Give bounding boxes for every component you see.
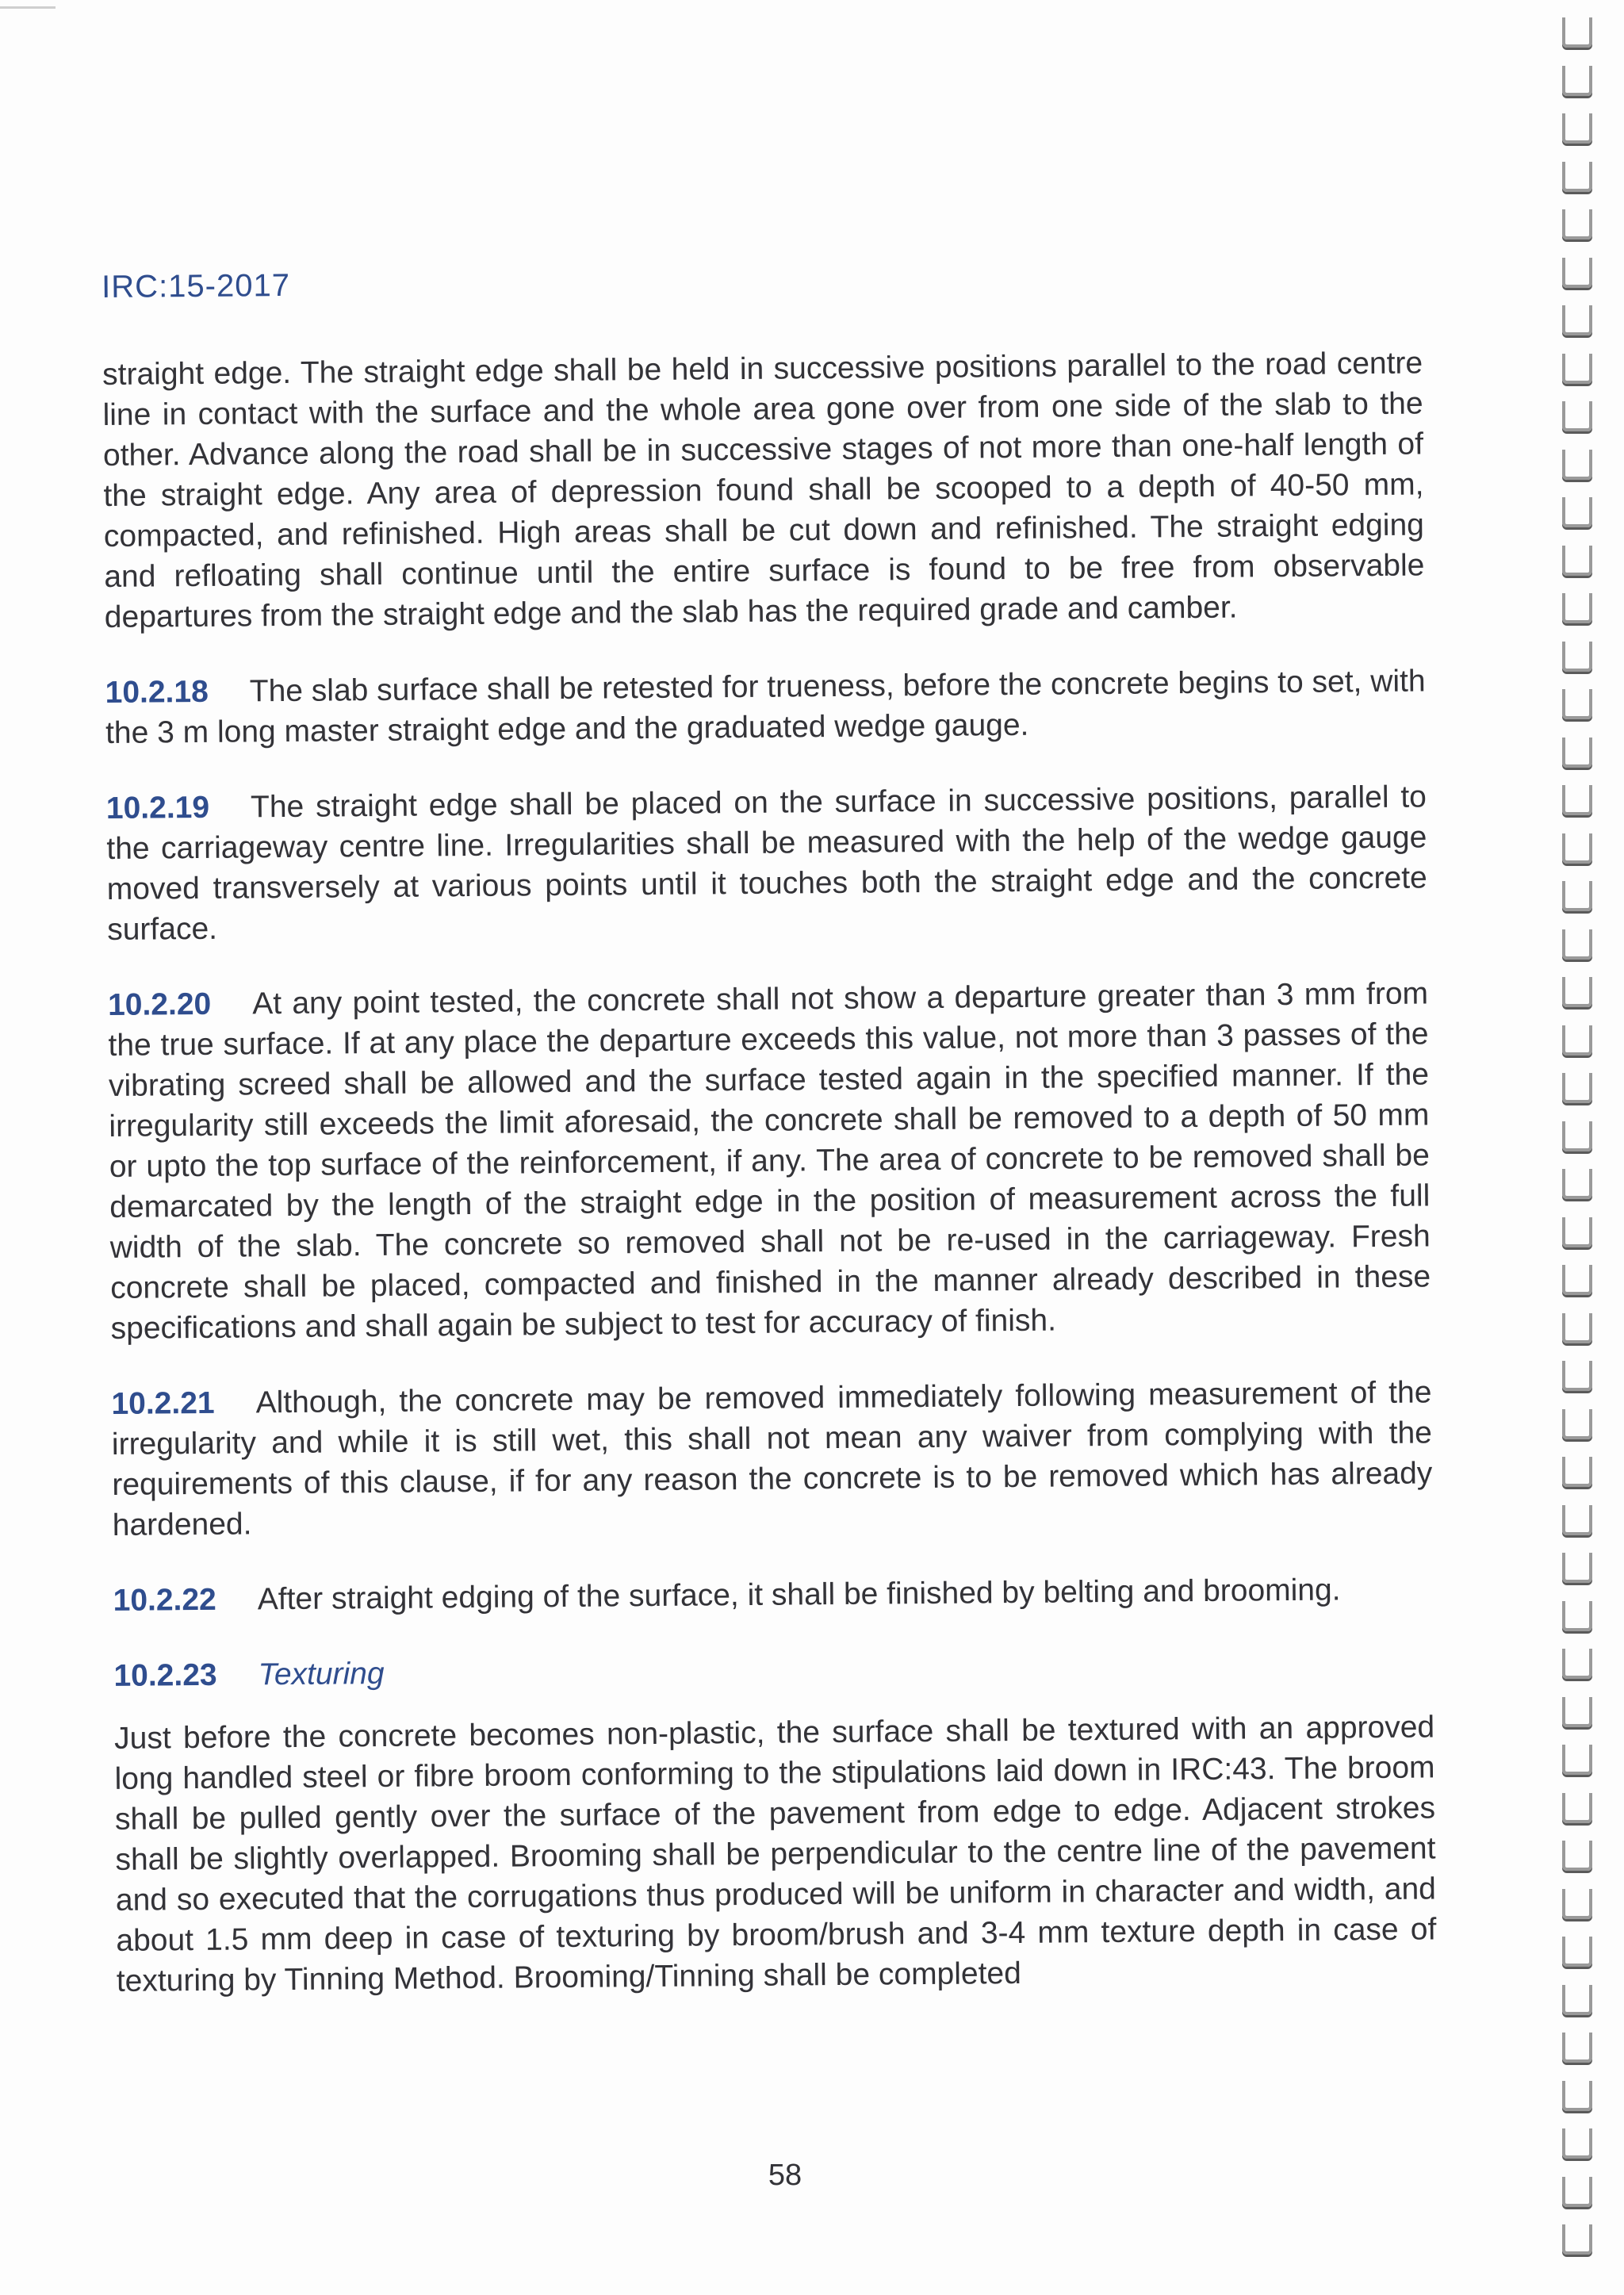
paragraph-text: straight edge. The straight edge shall be held in successive positions parallel to the road centre line in contact with the surface and the whole area gone over from one side of the slab to the other. Advance along the road shall be in successive stages of not more than one-half length of the straight edge. Any area of depression found shall be scooped to a depth of 40-50 mm, compacted, and refinished. High areas shall be cut down and refinished. The straight edging and refloating shall continue until the entire surface is found to be free from observable departures from the straight edge and the slab has the required grade and camber. <box>102 346 1425 634</box>
clause-text: Although, the concrete may be removed immediately following measurement of the irregularity and while it is still wet, this shall not mean any waiver from complying with the requirements of this clause, if for any reason the concrete is to be removed which has already hardened. <box>111 1375 1433 1542</box>
binding-ring-icon <box>1562 1985 1592 2015</box>
scan-edge-mark <box>0 6 56 9</box>
binding-ring-icon <box>1562 593 1592 623</box>
section-text: Just before the concrete becomes non-plastic, the surface shall be textured with an approved long handled steel or fibre broom conforming to the stipulations laid down in IRC:43. The broom shall be pulled gently over the surface of the pavement from edge to edge. Adjacent strokes shall be slightly overlapped. Brooming shall be perpendicular to the centre line of the pavement and so executed that the corrugations thus produced will be uniform in character and width, and about 1.5 mm deep in case of texturing by broom/brush and 3-4 mm texture depth in case of texturing by Tinning Method. Brooming/Tinning shall be completed <box>113 1710 1437 1998</box>
binding-ring-icon <box>1562 833 1592 864</box>
binding-ring-icon <box>1562 1841 1592 1871</box>
binding-ring-icon <box>1562 1697 1592 1727</box>
binding-ring-icon <box>1562 881 1592 911</box>
binding-ring-icon <box>1562 689 1592 719</box>
binding-ring-icon <box>1562 2128 1592 2159</box>
binding-ring-icon <box>1562 1457 1592 1487</box>
binding-ring-icon <box>1562 546 1592 576</box>
binding-ring-icon <box>1562 1265 1592 1295</box>
page-number: 58 <box>768 2159 802 2192</box>
binding-ring-icon <box>1562 1217 1592 1247</box>
clause-number: 10.2.22 <box>113 1582 216 1618</box>
binding-ring-icon <box>1562 1409 1592 1439</box>
binding-ring-icon <box>1562 1025 1592 1056</box>
binding-ring-icon <box>1562 1553 1592 1583</box>
section-body-texturing <box>114 1707 1437 2002</box>
binding-ring-icon <box>1562 497 1592 527</box>
binding-ring-icon <box>1562 738 1592 768</box>
binding-ring-icon <box>1562 1121 1592 1151</box>
clause-text: The slab surface shall be retested for trueness, before the concrete begins to set, with the 3 m long master straight edge and the graduated wedge gauge. <box>105 664 1426 750</box>
page-content <box>102 258 1437 2036</box>
binding-ring-icon <box>1562 354 1592 384</box>
binding-ring-icon <box>1562 929 1592 960</box>
clause-number: 10.2.19 <box>105 790 210 826</box>
paragraph-continuation <box>102 343 1425 638</box>
binding-ring-icon <box>1562 1889 1592 1919</box>
binding-ring-icon <box>1562 209 1592 239</box>
clause-number: 10.2.20 <box>107 987 212 1022</box>
spiral-binding <box>1554 0 1602 2295</box>
binding-ring-icon <box>1562 1649 1592 1679</box>
binding-ring-icon <box>1562 1793 1592 1823</box>
clause-text: The straight edge shall be placed on the surface in successive positions, parallel to the carriageway centre line. Irregularities shall be measured with the help of the wedge gauge moved transversely at various points until it touches both the straight edge and the concrete surface. <box>106 780 1427 947</box>
binding-ring-icon <box>1562 1169 1592 1199</box>
binding-ring-icon <box>1562 1601 1592 1631</box>
section-title: Texturing <box>258 1656 385 1692</box>
section-number: 10.2.23 <box>113 1657 217 1693</box>
clause-10-2-19 <box>106 776 1428 950</box>
document-code-header: IRC:15-2017 <box>102 267 291 305</box>
clause-10-2-18 <box>105 661 1426 753</box>
section-heading-texturing <box>113 1644 1434 1696</box>
clause-number: 10.2.18 <box>105 674 209 710</box>
binding-ring-icon <box>1562 1073 1592 1103</box>
binding-ring-icon <box>1562 1937 1592 1967</box>
binding-ring-icon <box>1562 258 1592 288</box>
binding-ring-icon <box>1562 2033 1592 2063</box>
binding-ring-icon <box>1562 785 1592 815</box>
binding-ring-icon <box>1562 305 1592 335</box>
clause-10-2-22 <box>113 1569 1433 1621</box>
binding-ring-icon <box>1562 2081 1592 2111</box>
binding-ring-icon <box>1562 450 1592 480</box>
clause-10-2-21 <box>111 1372 1433 1546</box>
clause-text: After straight edging of the surface, it shall be finished by belting and brooming. <box>257 1573 1341 1617</box>
binding-ring-icon <box>1562 401 1592 431</box>
binding-ring-icon <box>1562 2177 1592 2207</box>
binding-ring-icon <box>1562 1313 1592 1343</box>
binding-ring-icon <box>1562 977 1592 1007</box>
binding-ring-icon <box>1562 1505 1592 1535</box>
binding-ring-icon <box>1562 642 1592 672</box>
clause-text: At any point tested, the concrete shall not show a departure greater than 3 mm from the true surface. If at any place the departure exceeds this value, not more than 3 passes of the vibrating screed shall be allowed and the surface tested again in the specified manner. If the irregularity still exceeds the limit aforesaid, the concrete shall be removed to a depth of 50 mm or upto the top surface of the reinforcement, if any. The area of concrete to be removed shall be demarcated by the length of the straight edge in the position of measurement across the full width of the slab. The concrete so removed shall not be re-used in the carriageway. Fresh concrete shall be placed, compacted and finished in the manner already described in these specifications and shall again be subject to test for accuracy of finish. <box>108 976 1431 1346</box>
binding-ring-icon <box>1562 1745 1592 1775</box>
binding-ring-icon <box>1562 66 1592 96</box>
binding-ring-icon <box>1562 113 1592 144</box>
binding-ring-icon <box>1562 17 1592 48</box>
binding-ring-icon <box>1562 162 1592 192</box>
binding-ring-icon <box>1562 1361 1592 1391</box>
binding-ring-icon <box>1562 2224 1592 2255</box>
clause-10-2-20 <box>108 973 1431 1349</box>
clause-number: 10.2.21 <box>111 1385 215 1421</box>
